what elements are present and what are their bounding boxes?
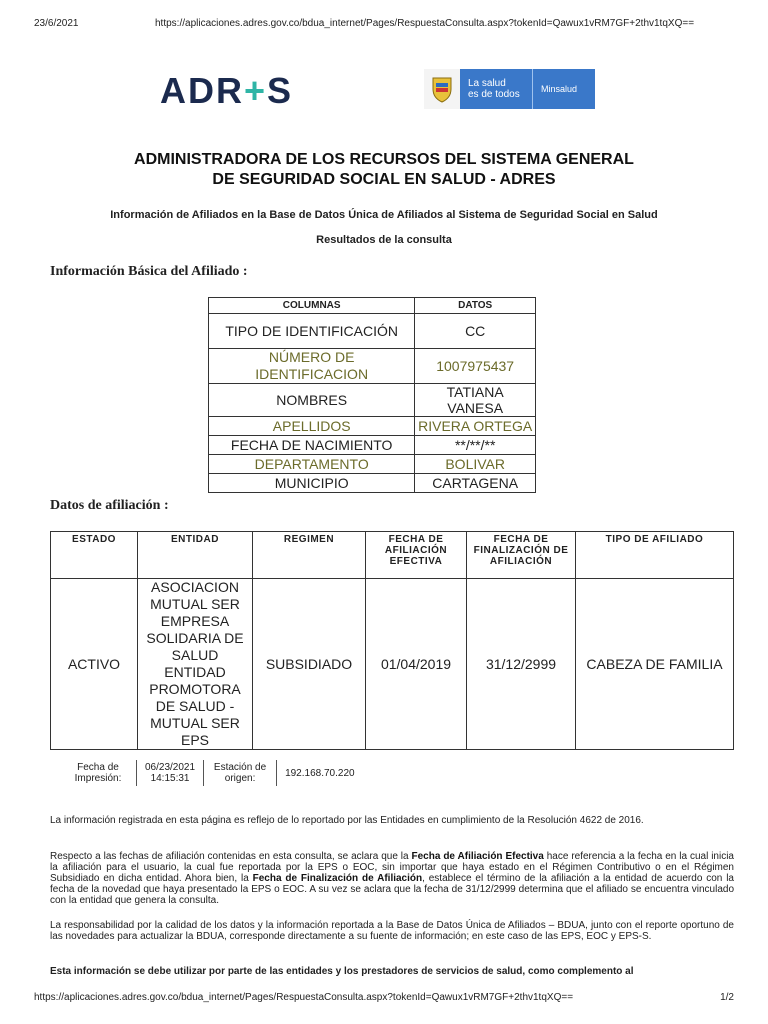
end-date-cell: 31/12/2999	[467, 579, 576, 750]
column-header: ENTIDAD	[138, 532, 253, 579]
table-header-row	[209, 298, 536, 314]
title-line-2: DE SEGURIDAD SOCIAL EN SALUD - ADRES	[212, 171, 556, 188]
disclaimer-paragraph-1: La información registrada en esta página es reflejo de lo reportado por las Entidades en cumplimiento de la Resolución 4622 de 2016.	[50, 815, 644, 826]
slogan	[460, 78, 532, 100]
row-value: **/**/**	[415, 436, 536, 455]
page-number: 1/2	[720, 992, 734, 1003]
disclaimer-paragraph-3: La responsabilidad por la calidad de los datos y la información reportada a la Base de Datos Única de Afiliados – BDUA, junto con el reporte oportuno de las novedades para actualizar la BDUA, corresponde directamente a su fuente de información; en este caso de las EPS, EOC y EPS-S.	[50, 920, 734, 942]
adres-logo-text-a: ADR	[160, 70, 244, 111]
minsalud-logo	[424, 69, 595, 109]
row-label: TIPO DE IDENTIFICACIÓN	[209, 314, 415, 349]
affiliation-table	[50, 531, 734, 750]
column-header: REGIMEN	[253, 532, 366, 579]
row-value: TATIANA VANESA	[415, 384, 536, 417]
column-header: FECHA DE AFILIACIÓN EFECTIVA	[366, 532, 467, 579]
p2-text-e: , establece el término de la afiliación a la entidad de acuerdo con la fecha de la novedad que haya presentado la EPS o EOC. A su vez se aclara que la fecha de 31/12/2999 determina que el afiliado se encuentra vinculado con la entidad que genera la consulta.	[50, 873, 734, 906]
regime-cell: SUBSIDIADO	[253, 579, 366, 750]
row-label: APELLIDOS	[209, 417, 415, 436]
results-heading: Resultados de la consulta	[316, 234, 452, 246]
effective-date-cell: 01/04/2019	[366, 579, 467, 750]
slogan-line-1: La salud	[468, 78, 506, 89]
column-header: ESTADO	[51, 532, 138, 579]
table-row	[209, 314, 536, 349]
print-footer	[34, 992, 734, 1003]
adres-logo-plus: +	[244, 70, 268, 111]
column-header: FECHA DE FINALIZACIÓN DE AFILIACIÓN	[467, 532, 576, 579]
station-value: 192.168.70.220	[285, 767, 355, 779]
table-row	[209, 474, 536, 493]
affiliation-heading: Datos de afiliación :	[50, 498, 169, 513]
table-row	[209, 384, 536, 417]
row-label: DEPARTAMENTO	[209, 455, 415, 474]
row-value: CARTAGENA	[415, 474, 536, 493]
minsalud-label: Minsalud	[532, 69, 577, 109]
row-label: FECHA DE NACIMIENTO	[209, 436, 415, 455]
table-header-row	[51, 532, 734, 579]
column-header: DATOS	[415, 298, 536, 314]
row-label: MUNICIPIO	[209, 474, 415, 493]
print-metadata	[60, 760, 363, 786]
basic-info-heading: Información Básica del Afiliado :	[50, 264, 248, 279]
entity-cell: ASOCIACION MUTUAL SER EMPRESA SOLIDARIA DE SALUD ENTIDAD PROMOTORA DE SALUD - MUTUAL SER EPS	[138, 579, 253, 750]
p2-bold-effective: Fecha de Afiliación Efectiva	[411, 851, 544, 862]
table-row	[209, 349, 536, 384]
p2-text-c: hace referencia a la fecha en la cual inicia la afiliación para el usuario, la cual fue reportada por la EPS o EOC, sin importar que haya estado en el Régimen Contributivo o en el Régimen Subsidiado en dicha entidad. Ahora bien, la	[50, 851, 734, 884]
status-cell: ACTIVO	[51, 579, 138, 750]
table-row	[209, 436, 536, 455]
print-date-label: Fecha de Impresión:	[74, 762, 122, 784]
print-date: 23/6/2021	[34, 18, 79, 29]
coat-of-arms-icon	[424, 69, 460, 109]
footer-url: https://aplicaciones.adres.gov.co/bdua_internet/Pages/RespuestaConsulta.aspx?tokenId=Qawux1vRM7GF+2thv1tqXQ==	[34, 992, 574, 1003]
table-row	[209, 417, 536, 436]
column-header: COLUMNAS	[209, 298, 415, 314]
row-value: RIVERA ORTEGA	[415, 417, 536, 436]
title-line-1: ADMINISTRADORA DE LOS RECURSOS DEL SISTEMA GENERAL	[134, 151, 634, 168]
table-row	[209, 455, 536, 474]
table-row	[51, 579, 734, 750]
p2-text-a: Respecto a las fechas de afiliación contenidas en esta consulta, se aclara que la	[50, 851, 412, 862]
page-subtitle: Información de Afiliados en la Base de Datos Única de Afiliados al Sistema de Seguridad Social en Salud	[110, 209, 658, 221]
adres-logo-text-b: S	[267, 70, 294, 111]
basic-info-table	[208, 297, 536, 493]
row-label: NOMBRES	[209, 384, 415, 417]
column-header: TIPO DE AFILIADO	[576, 532, 734, 579]
row-value: 1007975437	[415, 349, 536, 384]
adres-logo	[160, 70, 293, 112]
print-time-value: 14:15:31	[150, 773, 190, 784]
disclaimer-paragraph-4: Esta información se debe utilizar por parte de las entidades y los prestadores de servicios de salud, como complemento al	[50, 966, 634, 977]
print-url: https://aplicaciones.adres.gov.co/bdua_internet/Pages/RespuestaConsulta.aspx?tokenId=Qawux1vRM7GF+2thv1tqXQ==	[155, 18, 695, 29]
affiliate-type-cell: CABEZA DE FAMILIA	[576, 579, 734, 750]
station-label: Estación de origen:	[213, 762, 267, 784]
print-datetime	[137, 762, 203, 784]
print-date-value: 06/23/2021	[145, 762, 196, 773]
p2-bold-finalization: Fecha de Finalización de Afiliación	[252, 873, 423, 884]
slogan-line-2: es de todos	[468, 89, 520, 100]
disclaimer-paragraph-2	[50, 851, 734, 906]
row-label: NÚMERO DE IDENTIFICACION	[209, 349, 415, 384]
row-value: BOLIVAR	[415, 455, 536, 474]
row-value: CC	[415, 314, 536, 349]
page-title	[60, 150, 708, 190]
